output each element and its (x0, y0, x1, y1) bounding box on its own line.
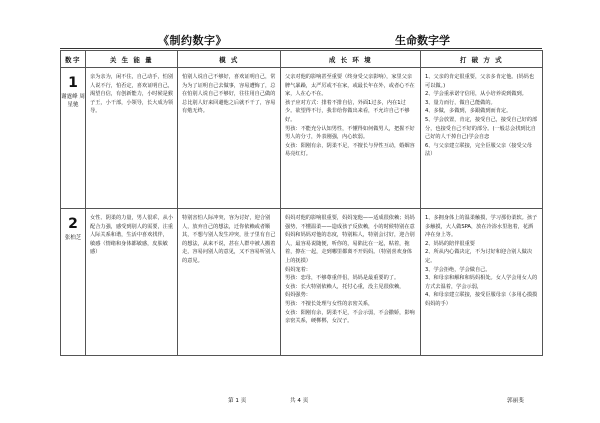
breakout-item: 4、多做，多做到，多跟做到而肯定。 (425, 108, 512, 115)
energy-text: 亲为亲为，闲不住，自己动手，怕别人说不行，怕否定，喜欢证明自己，渴望自信，有创新能力，小时候是猴子王，小干部，小领导，长大成为领导。 (90, 74, 174, 115)
breakout-item: 2、所从内心做决定，不为讨好和迎合别人做决定。 (425, 249, 533, 264)
breakout-item: 4、和母亲建立联接，接受臣服母亲（多用心摸摸妈妈的手） (425, 292, 538, 307)
breakout-item: 2、妈妈的陪伴很重要 (425, 240, 475, 247)
col-header-environment: 成 长 环 境 (281, 51, 421, 68)
breakout-item: 3、学会拒绝，学会做自己。 (425, 266, 491, 273)
breakout-item: 1、多拥身体上的温柔触摸，学习那份柔软。孩子多触摸，大人做SPA，放在冷浴水里泡着，花洒冲在身上等。 (425, 215, 538, 239)
number-value: 2 (68, 216, 78, 232)
document-title: 《制约数字》 (158, 34, 227, 47)
breakout-item: 3、和母亲和解和和妈妈相处。女人学会用女人的方式去温着，学会示弱， (425, 275, 538, 290)
number-cell (61, 209, 86, 356)
environment-text: 男孩：不能充分认知男性，不懂得如何做男人，把握不好男人的分寸，外表刚强，内心软弱。 (285, 125, 415, 141)
table-row (61, 209, 543, 356)
energy-cell (86, 68, 178, 209)
document-subtitle: 生命数字学 (395, 34, 450, 47)
col-header-number: 数字 (61, 51, 86, 68)
breakout-cell (421, 68, 543, 209)
pattern-text: 怕别人说自己不够好，喜欢证明自己，常为为了证明自己去做事，容易遭悔了，总在怕别人说自己不够好，往往用自己做的总比别人好来回避他之后就不干了，容易有勉无终。 (182, 74, 276, 115)
environment-text: 男孩：恋母，不够尊重伴侣，妈妈是最重要的了。 (285, 275, 400, 282)
page-total: 共 4 页 (290, 398, 309, 404)
energy-text: 女性、阴柔的力量，男人很乖，从小配合力强，感受到别人的需要，注重人际关系和谐，生活中喜欢找伴， (90, 215, 174, 239)
pattern-text: 特别害怕人际冲突，容为讨好，迎合别人，放弃自己的想法，迁你依赖或者顺其，不想与别人发生冲突，肚子里有自己的想法，从来不说，甚在人群中被人搬着走，容易问别人的意见，又不容易听别人的意见。 (182, 215, 276, 264)
breakout-item: 6、与父亲建立联接，完全臣服父亲（接受父母法） (425, 142, 533, 158)
environment-text: 妈妈宠着： (285, 266, 311, 273)
environment-text: 女孩：阳刚有余，阴柔不足，不会示弱，不会撒娇，影响亲密关系，硬梆梆，女汉子。 (285, 309, 415, 325)
example-names: 张柏芝 (64, 235, 82, 241)
environment-text: 女孩：长大特别依赖人，托付心重，没主见很依赖， (285, 283, 405, 290)
col-header-breakout: 打 破 方 式 (421, 51, 543, 68)
number-value: 1 (68, 75, 78, 91)
title-rule (60, 48, 542, 49)
number-table (60, 50, 543, 356)
number-cell (61, 68, 86, 209)
col-header-energy: 关 生 能 量 (86, 51, 178, 68)
col-header-pattern: 模 式 (178, 51, 281, 68)
energy-cell (86, 209, 178, 356)
table-row (61, 68, 543, 209)
environment-cell (281, 68, 421, 209)
environment-cell (281, 209, 421, 356)
pattern-cell (178, 68, 281, 209)
breakout-item: 5、学会放置，肯定，接受自己，接受自己好的部分，也接受自己不好的部分。(一般总会找到比自己好的人干掉自己)学会自恋 (425, 116, 538, 141)
environment-text: 妈妈强势： (285, 292, 311, 299)
header-row (61, 51, 543, 68)
energy-text: 敏感（情绪和身体都敏感，皮肤敏感） (90, 240, 168, 256)
page-number: 第 1 页 (228, 398, 247, 404)
breakout-item: 2、学会重承诺守信用，从小培养说到做到。 (425, 91, 527, 98)
breakout-cell (421, 209, 543, 356)
environment-text: 父亲对他的影响甚至重要（终身受父亲影响），家里父亲脾气暴躁，太严厉或不在家，或最长年在外，或者心不在家，人在心不在。 (285, 74, 415, 98)
example-names: 谢霆峰 周星驰 (61, 94, 85, 108)
environment-text: 男孩：不擅长处理与女性的亲密关系， (285, 300, 374, 307)
breakout-item: 1、父亲的肯定很重要，父亲多肯定他。(妈妈也可以做。) (425, 74, 535, 89)
environment-text: 妈妈对他的影响很重要，妈妈宠他——适成很依赖；妈妈强势，不懂温柔——造成孩子反依赖，小的时候特别在意妈妈和妈妈对他的态度，特别粘人，特别会讨好，迎合别人，最容易说随便，听你的，易陷比在一起，粘着，拖着，擦在一起，走到哪里都离不开妈妈。（特别喜欢身体上的抚摸） (285, 215, 415, 264)
environment-text: 孩子应对方式：排着不排自信，外面1过多，内在1过少。欲望得不行，我非给你做出来看，不允许自己不够好。 (285, 99, 410, 123)
breakout-item: 3、量力而行，做自己能做的。 (425, 99, 496, 106)
pattern-cell (178, 209, 281, 356)
author-name: 郭丽斐 (507, 398, 524, 404)
environment-text: 女孩：阳刚有余，阴柔不足，不擅长与异性互动，婚姻容易亮红灯。 (285, 142, 415, 158)
